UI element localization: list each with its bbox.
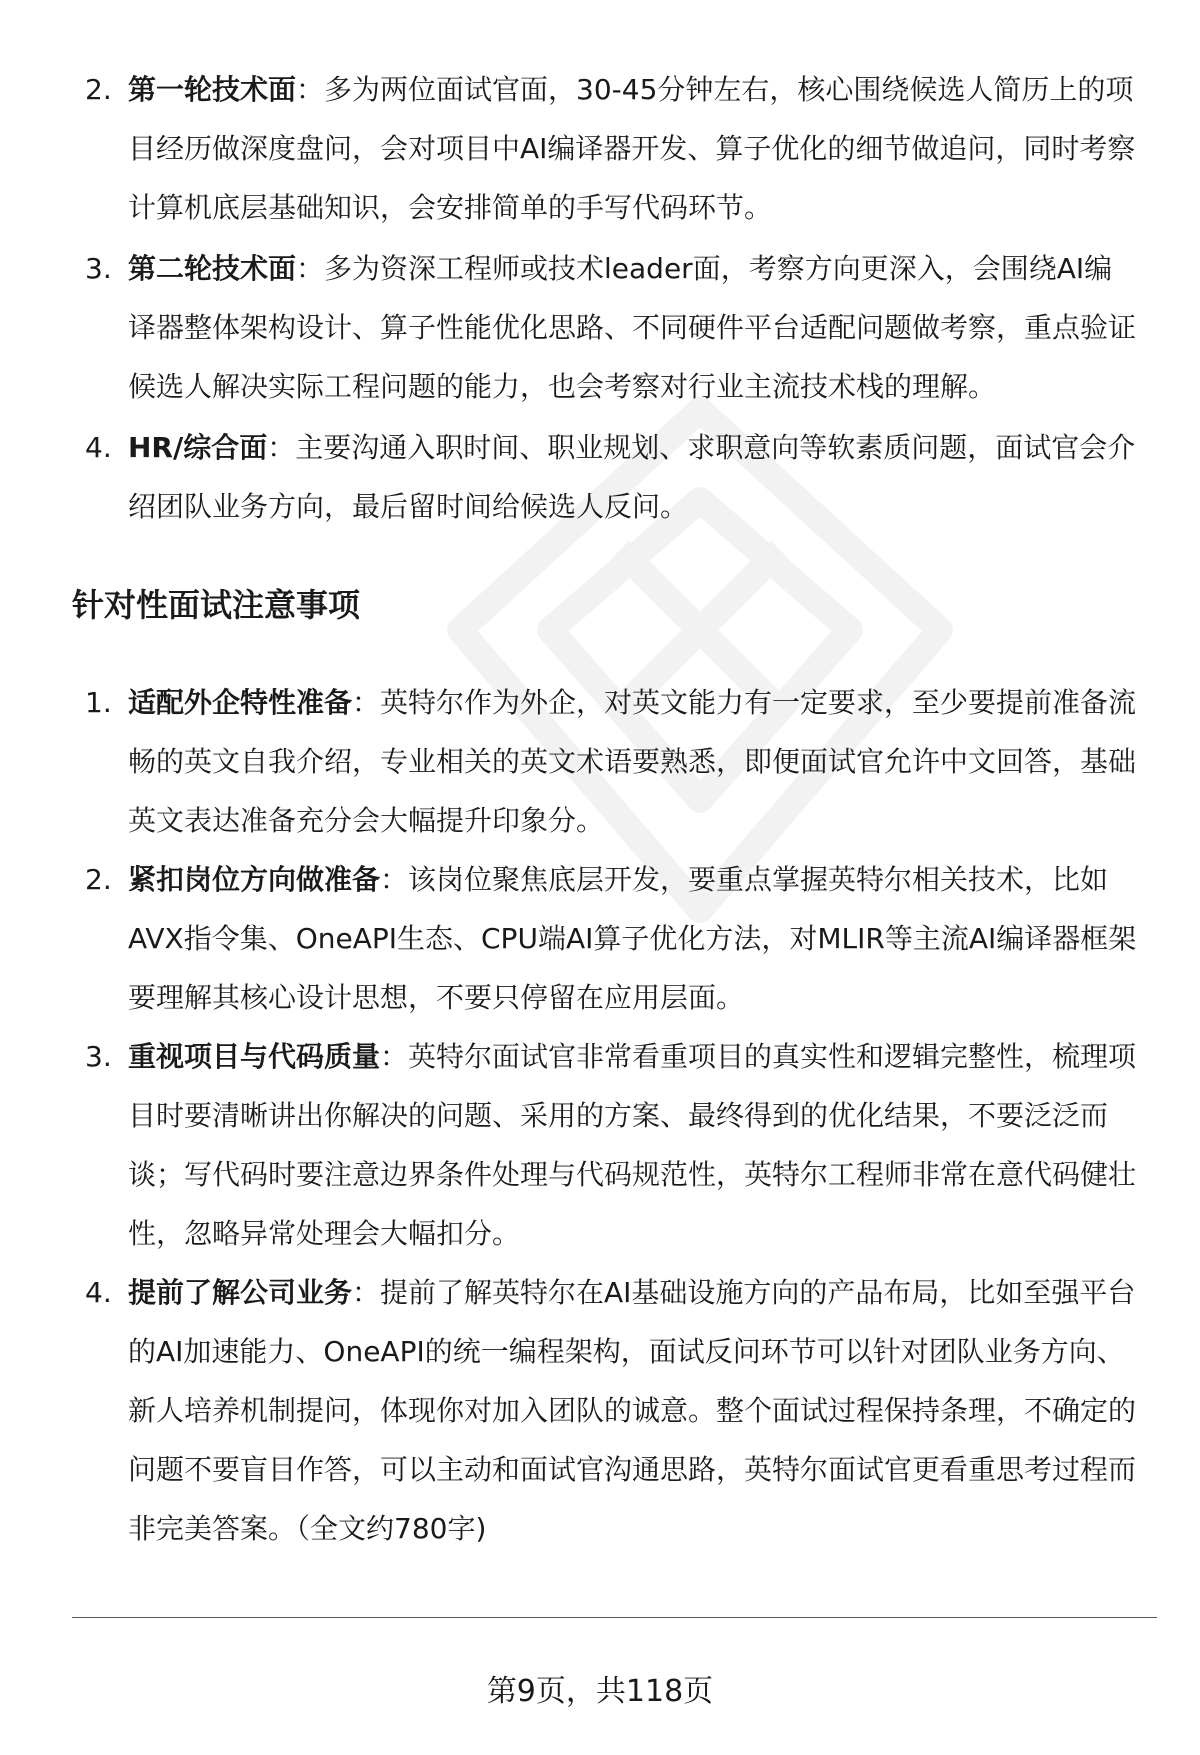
list-item-title: 紧扣岗位方向做准备 [128,863,381,896]
list-item-number: 2. [85,73,112,106]
list-item-title: 适配外企特性准备 [128,686,353,719]
list-item [0,850,1200,1027]
list-item-text: ：提前了解英特尔在AI基础设施方向的产品布局，比如至强平台的AI加速能力、OneAPI的统一编程架构，面试反问环节可以针对团队业务方向、新人培养机制提问，体现你对加入团队的诚意。整个面试过程保持条理，不确定的问题不要盲目作答，可以主动和面试官沟通思路，英特尔面试官更看重思考过程而非完美答案。（全文约780字) [128,1276,1137,1545]
footer-divider [72,1617,1157,1618]
list-item-number: 2. [85,863,112,896]
list-item-number: 3. [85,252,112,285]
list-item-number: 4. [85,431,112,464]
list-item-text: ：多为资深工程师或技术leader面，考察方向更深入，会围绕AI编译器整体架构设计、算子性能优化思路、不同硬件平台适配问题做考察，重点验证候选人解决实际工程问题的能力，也会考察对行业主流技术栈的理解。 [128,252,1137,403]
section-heading: 针对性面试注意事项 [72,586,361,624]
page-number-footer: 第9页，共118页 [486,1674,714,1709]
interview-rounds-list [0,60,1200,538]
list-item-title: 第二轮技术面 [128,252,297,285]
list-item-number: 1. [85,686,112,719]
list-item-text: ：主要沟通入职时间、职业规划、求职意向等软素质问题，面试官会介绍团队业务方向，最后留时间给候选人反问。 [128,431,1136,523]
list-item-title: 重视项目与代码质量 [128,1040,381,1073]
list-item [0,1027,1200,1263]
list-item-title: 第一轮技术面 [128,73,297,106]
interview-tips-list [0,673,1200,1558]
list-item-title: HR/综合面 [128,431,268,464]
list-item-text: ：该岗位聚焦底层开发，要重点掌握英特尔相关技术，比如AVX指令集、OneAPI生态、CPU端AI算子优化方法，对MLIR等主流AI编译器框架要理解其核心设计思想，不要只停留在应用层面。 [128,863,1137,1014]
list-item-number: 3. [85,1040,112,1073]
list-item [0,673,1200,850]
list-item [0,60,1200,237]
list-item-title: 提前了解公司业务 [128,1276,353,1309]
list-item-number: 4. [85,1276,112,1309]
list-item-text: ：多为两位面试官面，30-45分钟左右，核心围绕候选人简历上的项目经历做深度盘问，会对项目中AI编译器开发、算子优化的细节做追问，同时考察计算机底层基础知识，会安排简单的手写代码环节。 [128,73,1136,224]
list-item [0,418,1200,536]
list-item [0,239,1200,416]
list-item [0,1263,1200,1558]
list-item-text: ：英特尔作为外企，对英文能力有一定要求，至少要提前准备流畅的英文自我介绍，专业相关的英文术语要熟悉，即便面试官允许中文回答，基础英文表达准备充分会大幅提升印象分。 [128,686,1137,837]
list-item-text: ：英特尔面试官非常看重项目的真实性和逻辑完整性，梳理项目时要清晰讲出你解决的问题、采用的方案、最终得到的优化结果，不要泛泛而谈；写代码时要注意边界条件处理与代码规范性，英特尔工程师非常在意代码健壮性，忽略异常处理会大幅扣分。 [128,1040,1137,1250]
